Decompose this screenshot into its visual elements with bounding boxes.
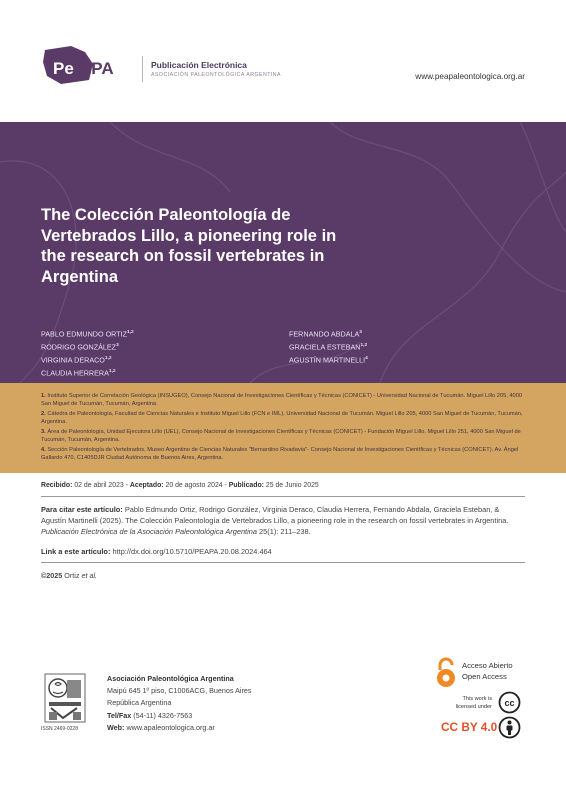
author-affiliation-mark: 3 [359,330,362,335]
author-name: CLAUDIA HERRERA [41,368,109,378]
affiliation-text: Instituto Superior de Correlación Geológica (INSUGEO), Consejo Nacional de Investigaciones Científicas y Técnicas (CONICET) - Universidad Nacional de Tucumán. Miguel Lillo 205, 4000 San Miguel de Tucumán, Tucumán, Argentina. [41,393,523,407]
authors-column-left [41,327,134,379]
author-name: FERNANDO ABDALA [289,329,360,339]
author-entry [289,353,368,366]
open-access-lock-icon [435,657,457,689]
tel-number: (54-11) 4326-7563 [133,710,193,720]
affiliation-text: Sección Paleontología de Vertebrados, Museo Argentino de Ciencias Naturales "Bernardino Rivadavia"- Consejo Nacional de Investigaciones Científicas y Técnicas (CONICET). Av. Ángel Gallardo 470, C1405DJR Ciudad Autónoma de Buenos Aires, Argentina. [41,447,519,461]
affiliation-number: 4. [41,447,46,453]
license-line-1: This work is [462,696,492,702]
author-affiliation-mark: 1,2 [108,368,116,374]
author-affiliation-mark: 4 [365,355,368,361]
issn: ISSN 2469-0228 [41,726,78,732]
divider [41,562,525,563]
author-name: RODRIGO GONZÁLEZ [41,342,117,352]
open-access-label [462,661,513,682]
published-date: 25 de Junio 2025 [265,482,319,489]
org-web-link[interactable]: www.apaleontologica.org.ar [126,722,215,732]
citation-label: Para citar este artículo: [41,505,123,514]
date-separator: - [222,482,229,489]
affiliation-text: Cátedra de Paleontología, Facultad de Ciencias Naturales e Instituto Miguel Lillo (FCN e IML), Universidad Nacional de Tucumán. Miguel Lillo 205, 4000 San Miguel de Tucumán, Tucumán, Argentina. [41,411,523,425]
author-entry [41,366,134,379]
affiliation-text: Área de Paleontología, Unidad Ejecutora Lillo (UEL), Consejo Nacional de Investigaciones Científicas y Técnicas (CONICET) - Fundación Miguel Lillo. Miguel Lillo 251, 4000 San Miguel de Tucumán, Tucumán, Argentina. [41,429,521,443]
date-separator: - [123,482,130,489]
logo-pe-text: Pe [53,59,74,78]
author-affiliation-mark: 3 [116,342,119,348]
affiliation-2 [41,411,525,427]
association-contact [107,673,251,734]
affiliation-number: 3. [41,429,46,435]
association-caps: ASOCIACIÓN PALEONTOLÓGICA ARGENTINA [151,72,282,78]
author-affiliation-mark: 1,2 [127,330,134,335]
accepted-label: Aceptado: [129,482,164,489]
affiliation-3 [41,429,525,445]
creative-commons-icon [498,691,521,714]
attribution-icon [498,716,521,739]
author-entry [289,327,368,340]
affiliation-number: 1. [41,393,46,399]
published-label: Publicado: [228,482,264,489]
copyright-holder: Ortiz [64,571,80,580]
open-access-es: Acceso Abierto [462,661,513,670]
divider [41,496,525,497]
publication-title: Publicación Electrónica [151,60,247,70]
tel-label: Tel/Fax [107,710,132,720]
author-entry [41,327,134,340]
license-note [440,695,492,712]
citation-block [41,504,525,537]
author-entry [41,340,134,353]
article-link [41,547,272,556]
copyright-year: ©2025 [41,571,63,580]
article-dates [41,482,525,489]
received-date: 02 de abril 2023 [74,482,124,489]
article-title: The Colección Paleontología de Vertebrados Lillo, a pioneering role in the research on fossil vertebrates in Argentina [41,206,337,286]
citation-volume: 25(1): 211–238. [259,527,311,536]
received-label: Recibido: [41,482,73,489]
svg-text:cc: cc [504,698,515,708]
author-name: AGUSTÍN MARTINELLI [289,355,366,365]
authors-column-right [289,327,368,366]
citation-text: Pablo Edmundo Ortiz, Rodrigo González, Virginia Deraco, Claudia Herrera, Fernando Abdala, Graciela Esteban, & Agustín Martinelli (2025). The Colección Paleontología de Vertebrados Lillo, a pioneering role in the research on fossil vertebrates in Argentina. [41,505,509,525]
accepted-date: 20 de agosto 2024 [165,482,223,489]
author-name: PABLO EDMUNDO ORTIZ [41,329,127,339]
logo-apa-text: APA [79,59,114,78]
license-line-2: licensed under [455,704,492,711]
copyright [41,571,97,580]
author-name: VIRGINIA DERACO [41,355,105,365]
web-label: Web: [107,722,125,732]
author-entry [41,353,134,366]
logo-divider [142,56,143,82]
copyright-etal: et al. [81,571,98,580]
link-label: Link a este artículo: [41,547,111,556]
apa-seal-icon [43,672,87,724]
citation-journal: Publicación Electrónica de la Asociación Paleontológica Argentina [41,527,257,536]
website-link[interactable]: www.peapaleontologica.org.ar [415,72,525,81]
org-name: Asociación Paleontológica Argentina [107,674,234,683]
author-affiliation-mark: 1,2 [104,355,112,361]
affiliation-1 [41,393,525,409]
doi-link[interactable]: http://dx.doi.org/10.5710/PEAPA.20.08.2024.464 [112,547,272,556]
affiliation-number: 2. [41,411,46,417]
author-name: GRACIELA ESTEBAN [289,342,361,352]
org-country: República Argentina [107,698,172,708]
open-access-en: Open Access [462,671,507,681]
page-header [0,0,566,122]
license-label[interactable]: CC BY 4.0 [441,720,498,734]
author-affiliation-mark: 1,2 [360,342,368,348]
affiliation-4 [41,447,525,463]
org-address: Maipú 645 1º piso, C1006ACG, Buenos Aires [107,686,252,696]
peapa-logo-icon [41,44,131,86]
author-entry [289,340,368,353]
